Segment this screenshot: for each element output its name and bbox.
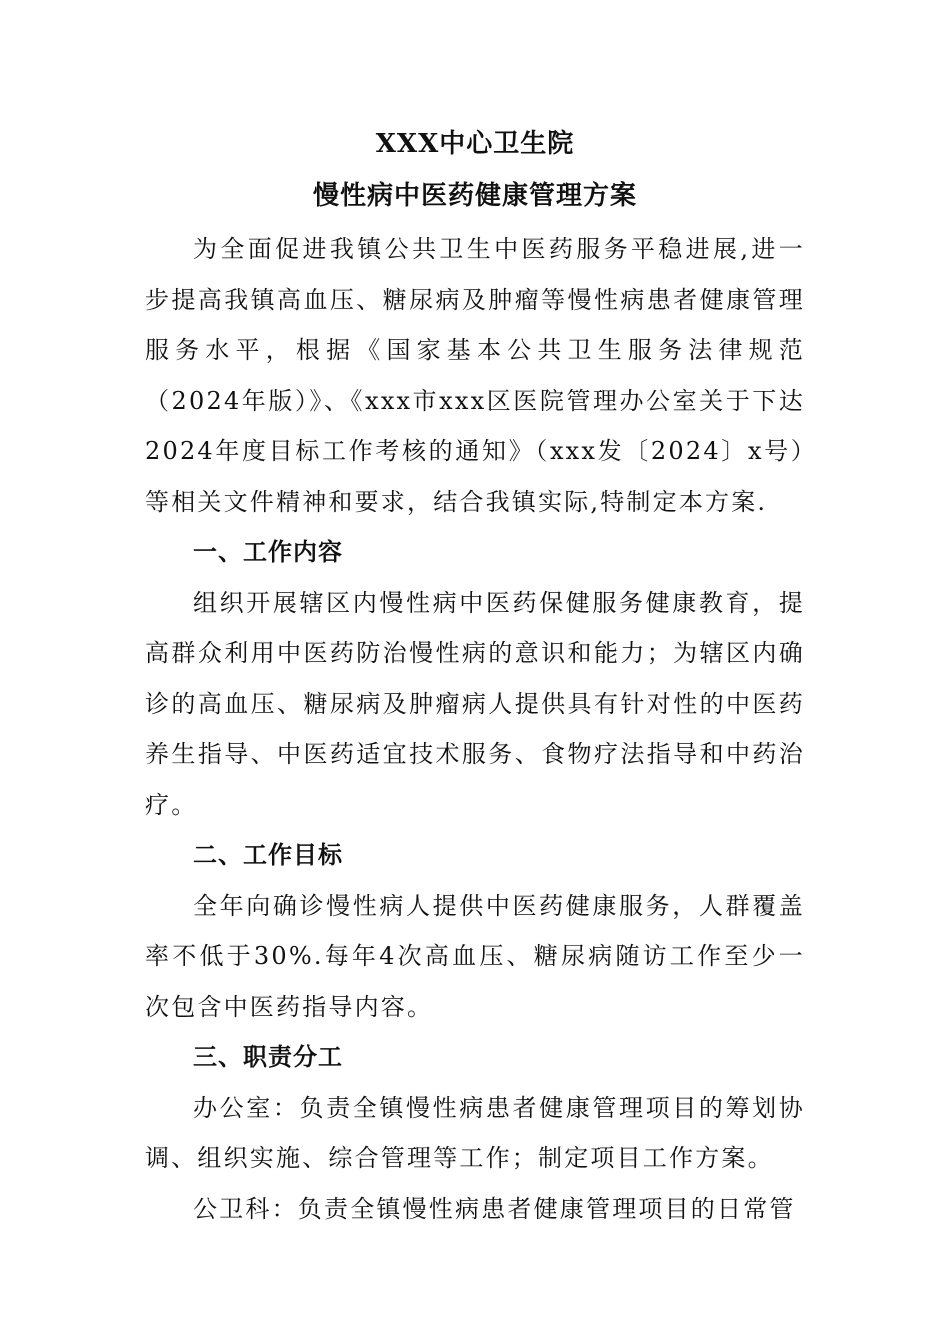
section-heading-work-content: 一、工作内容 <box>193 537 343 566</box>
document-title-hospital: XXX中心卫生院 <box>375 129 575 159</box>
intro-paragraph: 为全面促进我镇公共卫生中医药服务平稳进展,进一步提高我镇高血压、糖尿病及肿瘤等慢性病患者健康管理服务水平，根据《国家基本公共卫生服务法律规范（2024年版）》、《xxx市xxx区医院管理办公室关于下达2024年度目标工作考核的通知》（xxx发〔2024〕x号）等相关文件精神和要求，结合我镇实际,特制定本方案. <box>145 235 805 516</box>
section-paragraph-office-duty: 办公室：负责全镇慢性病患者健康管理项目的筹划协调、组织实施、综合管理等工作；制定项目工作方案。 <box>145 1093 805 1172</box>
section-paragraph-public-health-duty: 公卫科：负责全镇慢性病患者健康管理项目的日常管 <box>193 1194 796 1223</box>
section-heading-responsibilities: 三、职责分工 <box>193 1042 343 1071</box>
section-heading-work-goals: 二、工作目标 <box>193 840 343 869</box>
section-paragraph-work-content: 组织开展辖区内慢性病中医药保健服务健康教育，提高群众利用中医药防治慢性病的意识和能力；为辖区内确诊的高血压、糖尿病及肿瘤病人提供具有针对性的中医药养生指导、中医药适宜技术服务、食物疗法指导和中药治疗。 <box>145 588 805 819</box>
document-title-plan: 慢性病中医药健康管理方案 <box>312 181 637 211</box>
section-paragraph-work-goals: 全年向确诊慢性病人提供中医药健康服务，人群覆盖率不低于30%.每年4次高血压、糖尿病随访工作至少一次包含中医药指导内容。 <box>145 891 805 1021</box>
